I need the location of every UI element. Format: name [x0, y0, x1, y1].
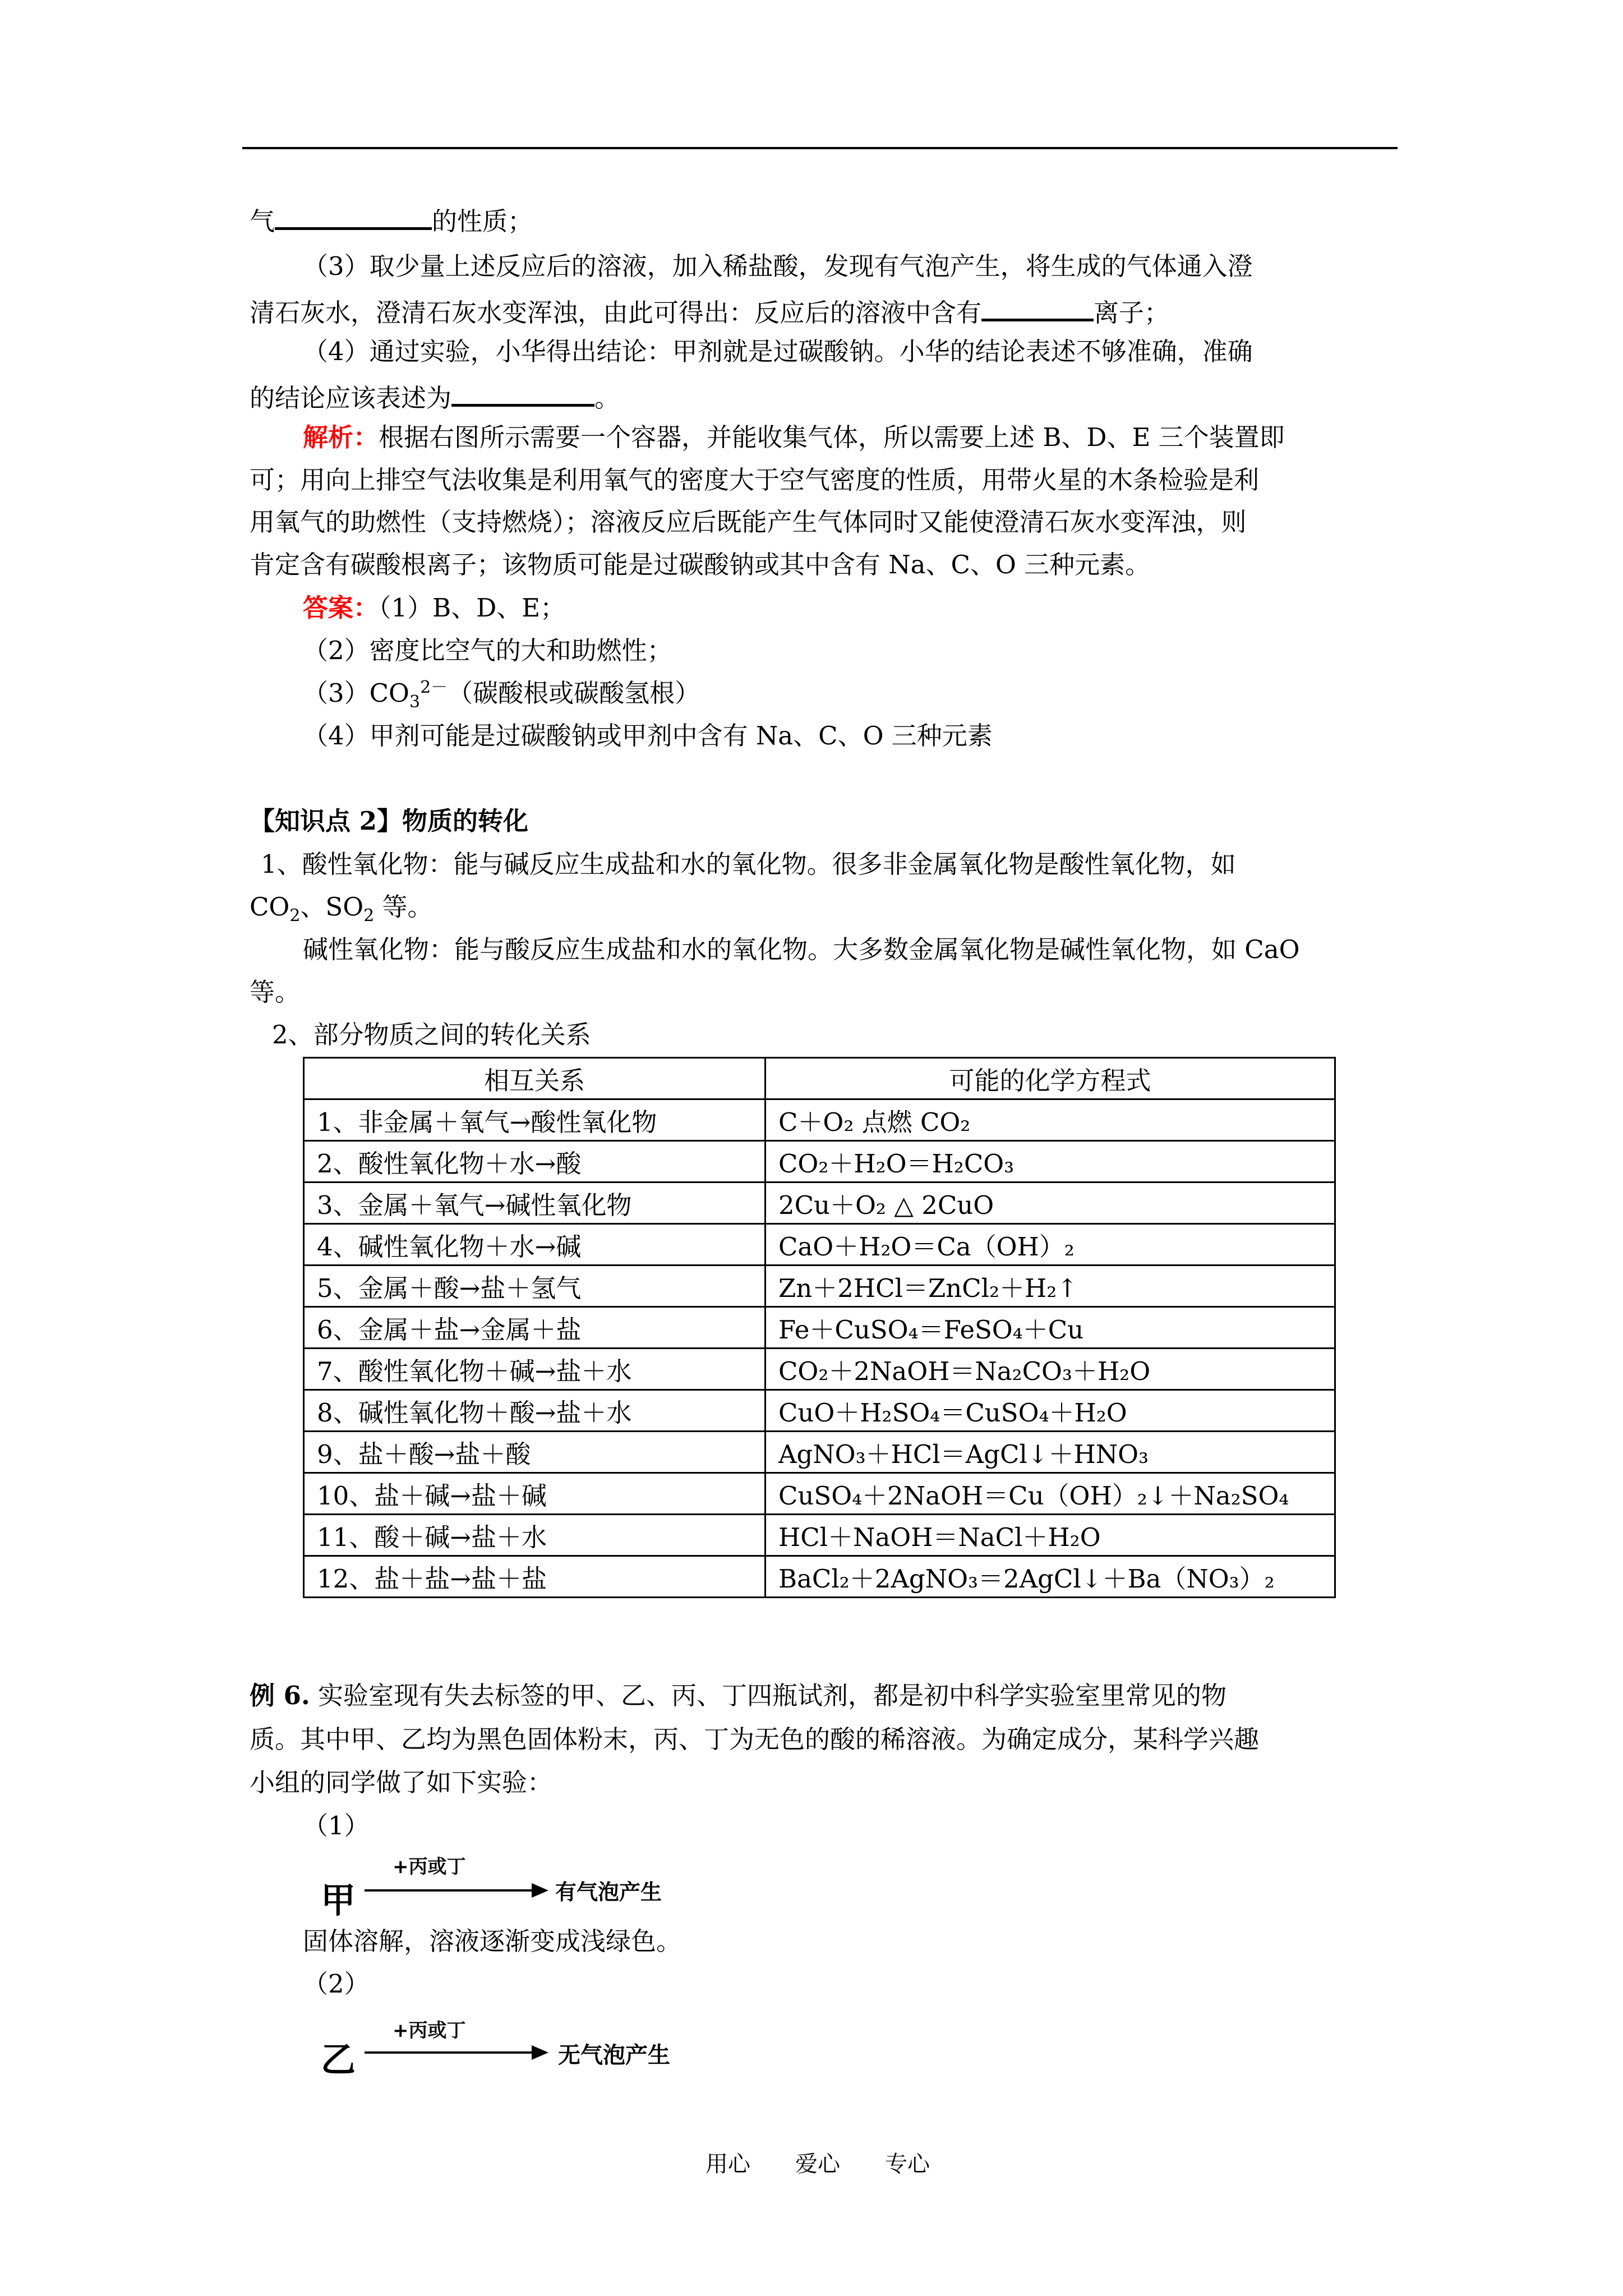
relation-cell: 7、酸性氧化物＋碱→盐＋水	[304, 1349, 766, 1390]
example-line-2: 质。其中甲、乙均为黑色固体粉末，丙、丁为无色的酸的稀溶液。为确定成分，某科学兴趣	[250, 1724, 1260, 1754]
table-row	[304, 1182, 1335, 1224]
answer-blank	[275, 205, 432, 230]
table-row	[304, 1141, 1335, 1182]
reaction-arrow-line	[365, 2051, 533, 2054]
table-row	[304, 1556, 1335, 1598]
relations-table	[303, 1057, 1336, 1598]
table-row	[304, 1266, 1335, 1307]
analysis-line-4: 肯定含有碳酸根离子；该物质可能是过碳酸钠或其中含有 Na、C、O 三种元素。	[250, 550, 1151, 579]
page-footer: 用心 爱心 专心	[706, 2151, 930, 2177]
relation-cell: 8、碱性氧化物＋酸→盐＋水	[304, 1390, 766, 1432]
reaction-arrow-head	[532, 1883, 548, 1898]
equation-cell: 2Cu＋O₂ △ 2CuO	[766, 1182, 1335, 1224]
answer-line-1: 答案：（1）B、D、E；	[303, 593, 566, 623]
answer-line-4: （4）甲剂可能是过碳酸钠或甲剂中含有 Na、C、O 三种元素	[303, 721, 993, 751]
knowledge-p2-line-1: 碱性氧化物：能与酸反应生成盐和水的氧化物。大多数金属氧化物是碱性氧化物，如 CaO	[303, 935, 1300, 964]
table-row	[304, 1515, 1335, 1556]
table-row	[304, 1307, 1335, 1349]
relation-cell: 10、盐＋碱→盐＋碱	[304, 1473, 766, 1515]
relation-cell: 4、碱性氧化物＋水→碱	[304, 1224, 766, 1266]
knowledge-p1-line-2: $CO_2$、$SO_2$ 等。	[250, 892, 433, 926]
arrow-label: +丙或丁	[393, 2019, 466, 2042]
table-row	[304, 1432, 1335, 1473]
table-row	[304, 1224, 1335, 1266]
equation-cell: CO₂＋H₂O＝H₂CO₃	[766, 1141, 1335, 1182]
reactant-yi: 乙	[321, 2039, 356, 2080]
equation-cell: AgNO₃＋HCl＝AgCl↓＋HNO₃	[766, 1432, 1335, 1473]
answer-blank	[451, 381, 594, 407]
analysis-label: 解析	[303, 422, 354, 452]
knowledge-p3: 2、部分物质之间的转化关系	[272, 1020, 591, 1050]
relation-cell: 11、酸＋碱→盐＋水	[304, 1515, 766, 1556]
equation-cell: BaCl₂＋2AgNO₃＝2AgCl↓＋Ba（NO₃）₂	[766, 1556, 1335, 1598]
relation-cell: 1、非金属＋氧气→酸性氧化物	[304, 1099, 766, 1141]
table-header-row	[304, 1058, 1335, 1099]
step-1-observation: 固体溶解，溶液逐渐变成浅绿色。	[303, 1926, 682, 1956]
result-text: 无气泡产生	[558, 2042, 670, 2068]
answer-line-2: （2）密度比空气的大和助燃性；	[303, 636, 672, 665]
equation-cell: HCl＋NaOH＝NaCl＋H₂O	[766, 1515, 1335, 1556]
question-4-line-1: （4）通过实验，小华得出结论：甲剂就是过碳酸钠。小华的结论表述不够准确，准确	[303, 337, 1253, 366]
equation-cell: CuO＋H₂SO₄＝CuSO₄＋H₂O	[766, 1390, 1335, 1432]
question-4-line-2: 的结论应该表述为 。	[250, 381, 620, 411]
table-row	[304, 1473, 1335, 1515]
answer-blank	[981, 296, 1094, 321]
analysis-line-2: 可；用向上排空气法收集是利用氧气的密度大于空气密度的性质，用带火星的木条检验是利	[250, 465, 1260, 495]
equation-cell: CO₂＋2NaOH＝Na₂CO₃＋H₂O	[766, 1349, 1335, 1390]
reaction-arrow-line	[365, 1889, 533, 1892]
table-row	[304, 1390, 1335, 1432]
relation-cell: 3、金属＋氧气→碱性氧化物	[304, 1182, 766, 1224]
equation-cell: CaO＋H₂O＝Ca（OH）₂	[766, 1224, 1335, 1266]
reaction-arrow-head	[532, 2045, 548, 2060]
answer-label: 答案	[303, 593, 354, 623]
knowledge-p2-line-2: 等。	[250, 977, 301, 1007]
step-1-label: （1）	[303, 1811, 370, 1841]
column-header-relation: 相互关系	[304, 1058, 766, 1099]
question-3-line-1: （3）取少量上述反应后的溶液，加入稀盐酸，发现有气泡产生，将生成的气体通入澄	[303, 251, 1253, 281]
equation-cell: Fe＋CuSO₄＝FeSO₄＋Cu	[766, 1307, 1335, 1349]
table-row	[304, 1349, 1335, 1390]
relation-cell: 2、酸性氧化物＋水→酸	[304, 1141, 766, 1182]
step-2-label: （2）	[303, 1969, 370, 1999]
relation-cell: 5、金属＋酸→盐＋氢气	[304, 1266, 766, 1307]
answer-line-3: $(3)CO_3^{2-}$（碳酸根或碳酸氢根）	[303, 678, 700, 712]
example-line-1: 例 6. 实验室现有失去标签的甲、乙、丙、丁四瓶试剂，都是初中科学实验室里常见的物	[250, 1681, 1227, 1710]
example-label: 例 6.	[250, 1681, 310, 1710]
relation-cell: 12、盐＋盐→盐＋盐	[304, 1556, 766, 1598]
equation-cell: C＋O₂ 点燃 CO₂	[766, 1099, 1335, 1141]
table-row	[304, 1099, 1335, 1141]
column-header-equation: 可能的化学方程式	[766, 1058, 1335, 1099]
header-rule	[242, 147, 1398, 149]
section-heading: 【知识点 2】物质的转化	[250, 806, 528, 836]
equation-cell: Zn＋2HCl＝ZnCl₂＋H₂↑	[766, 1266, 1335, 1307]
relation-cell: 6、金属＋盐→金属＋盐	[304, 1307, 766, 1349]
analysis-line-1: 解析：根据右图所示需要一个容器，并能收集气体，所以需要上述 B、D、E 三个装置即	[303, 422, 1285, 452]
arrow-label: +丙或丁	[393, 1856, 466, 1878]
analysis-line-3: 用氧气的助燃性（支持燃烧）；溶液反应后既能产生气体同时又能使澄清石灰水变浑浊，则	[250, 507, 1247, 537]
example-line-3: 小组的同学做了如下实验：	[250, 1768, 553, 1797]
knowledge-p1-line-1: 1、酸性氧化物：能与碱反应生成盐和水的氧化物。很多非金属氧化物是酸性氧化物，如	[261, 849, 1236, 879]
reactant-jia: 甲	[321, 1880, 356, 1921]
relation-cell: 9、盐＋酸→盐＋酸	[304, 1432, 766, 1473]
equation-cell: CuSO₄＋2NaOH＝Cu（OH）₂↓＋Na₂SO₄	[766, 1473, 1335, 1515]
result-text: 有气泡产生	[555, 1880, 662, 1904]
question-3-line-2: 清石灰水，澄清石灰水变浑浊，由此可得出：反应后的溶液中含有 离子；	[250, 296, 1169, 325]
question-line: 气 的性质；	[250, 205, 533, 234]
